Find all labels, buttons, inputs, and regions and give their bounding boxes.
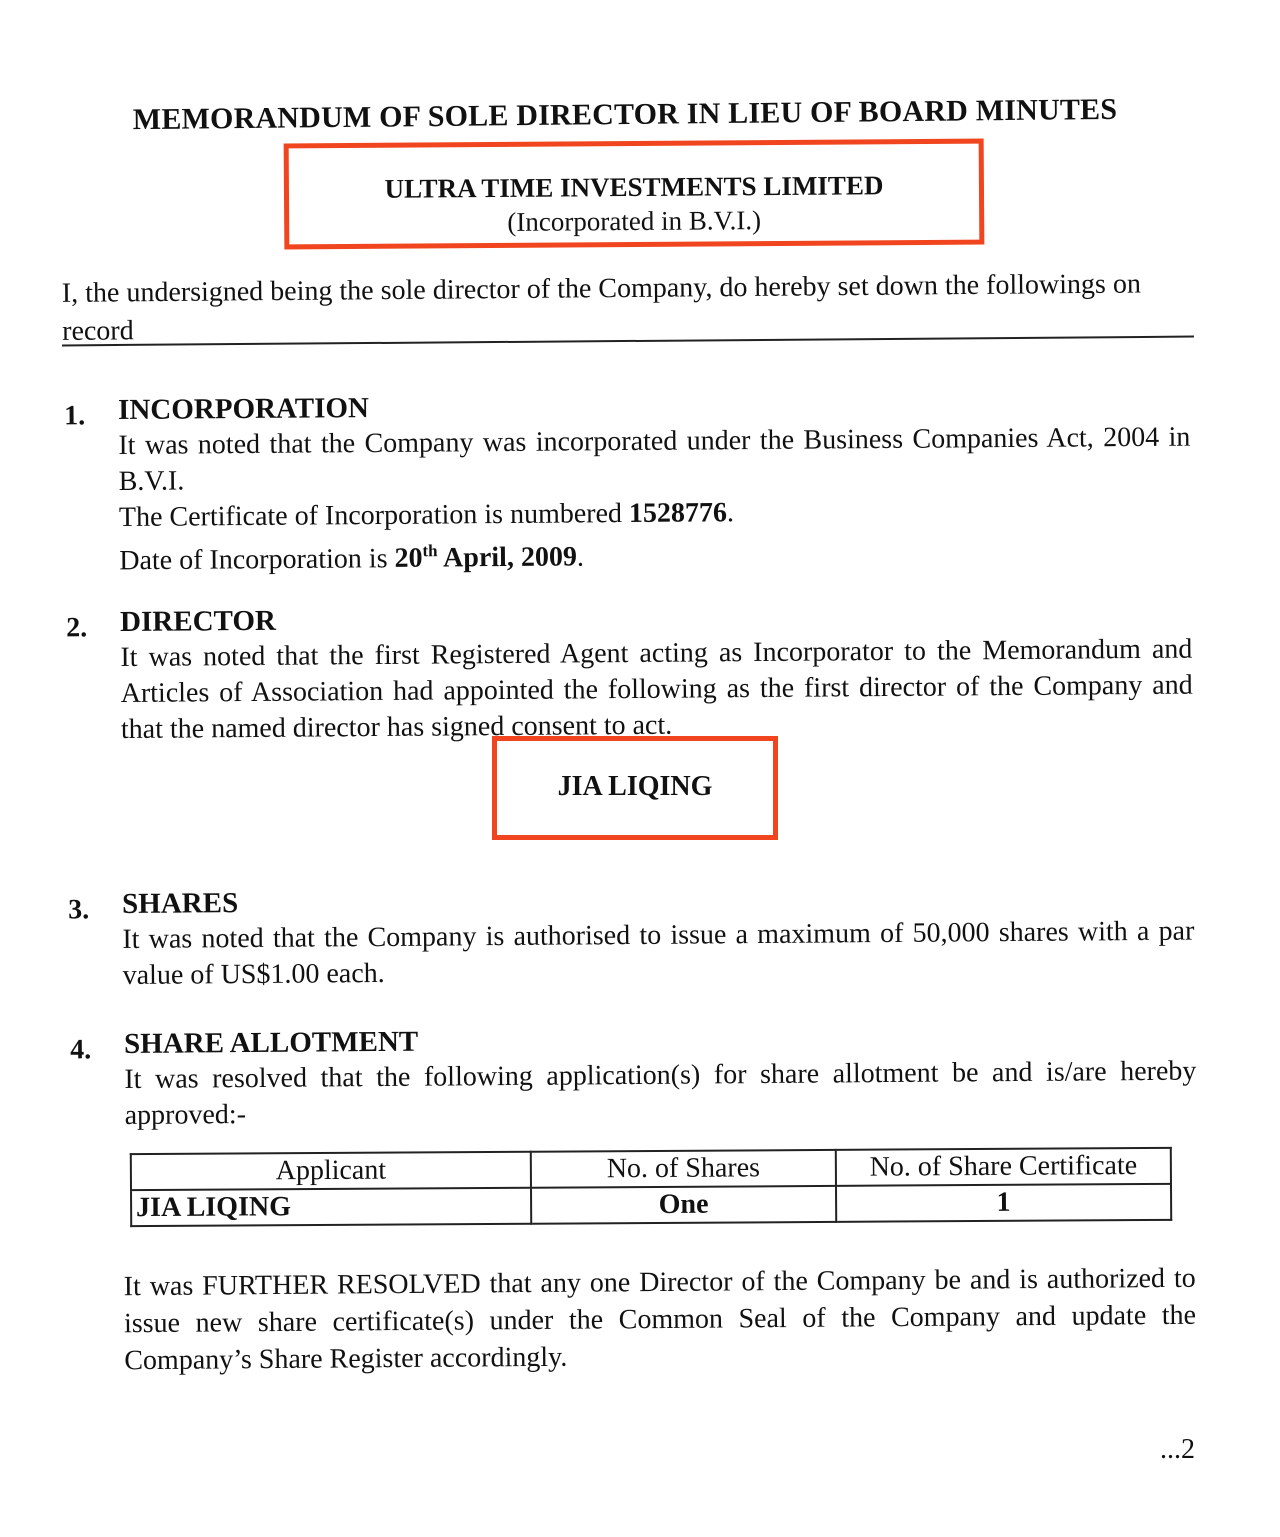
incorporation-act-text: It was noted that the Company was incorporated under the Business Companies Act, 2004 in B.V.I. (118, 421, 1191, 498)
header-applicant: Applicant (131, 1152, 531, 1190)
date-day-suffix: th (422, 541, 438, 561)
director-name: JIA LIQING (557, 771, 713, 802)
cell-applicant: JIA LIQING (131, 1188, 531, 1226)
section-heading: INCORPORATION (117, 392, 370, 427)
share-allotment-table (130, 1147, 1172, 1227)
section-body: It was resolved that the following application(s) for share allotment be and is/are hereby approved:- (124, 1055, 1197, 1132)
header-no-of-share-certificate: No. of Share Certificate (836, 1148, 1171, 1186)
section-director (66, 602, 1196, 746)
page-number: ...2 (1160, 1434, 1195, 1465)
section-body: It was noted that the first Registered Agent acting as Incorporator to the Memorandum and Articles of Association had appointed the following as the first director of the Company and that the named director has signed consent to act. (120, 633, 1193, 746)
table-row (131, 1184, 1171, 1226)
section-number: 3. (68, 894, 90, 926)
section-shares (68, 884, 1198, 992)
document-title: MEMORANDUM OF SOLE DIRECTOR IN LIEU OF BOARD MINUTES (132, 92, 1118, 137)
company-name: ULTRA TIME INVESTMENTS LIMITED (384, 170, 884, 204)
section-body: It was noted that the Company is authorised to issue a maximum of 50,000 shares with a par value of US$1.00 each. (122, 915, 1195, 992)
section-body (118, 420, 1191, 580)
date-label: Date of Incorporation is (119, 543, 395, 577)
date-day: 20 (394, 542, 423, 575)
intro-statement: I, the undersigned being the sole director of the Company, do hereby set down the followings on record (61, 268, 1142, 347)
section-incorporation (64, 390, 1194, 577)
certificate-label: The Certificate of Incorporation is numbered (118, 498, 630, 534)
date-period: . (576, 541, 585, 573)
section-heading: DIRECTOR (119, 604, 277, 639)
further-resolution: It was FURTHER RESOLVED that any one Director of the Company be and is authorized to issue new share certificate(s) under the Common Seal of the Company and update the Company’s Share Register accordingly. (123, 1262, 1197, 1377)
certificate-period: . (726, 497, 735, 529)
section-heading: SHARE ALLOTMENT (123, 1025, 419, 1061)
section-number: 4. (70, 1034, 92, 1066)
director-highlight-box (492, 736, 778, 840)
company-incorporation: (Incorporated in B.V.I.) (507, 205, 762, 237)
certificate-number: 1528776 (628, 497, 728, 530)
incorporation-date-line (119, 528, 1191, 580)
cell-no-of-share-certificate: 1 (836, 1184, 1171, 1222)
company-highlight-box (284, 139, 985, 250)
incorporation-date (394, 542, 577, 574)
date-rest: April, 2009 (437, 541, 578, 574)
section-heading: SHARES (121, 887, 239, 921)
section-number: 1. (64, 400, 86, 432)
section-number: 2. (66, 612, 88, 644)
cell-no-of-shares: One (531, 1186, 836, 1224)
section-share-allotment (70, 1024, 1200, 1132)
header-no-of-shares: No. of Shares (531, 1150, 836, 1188)
